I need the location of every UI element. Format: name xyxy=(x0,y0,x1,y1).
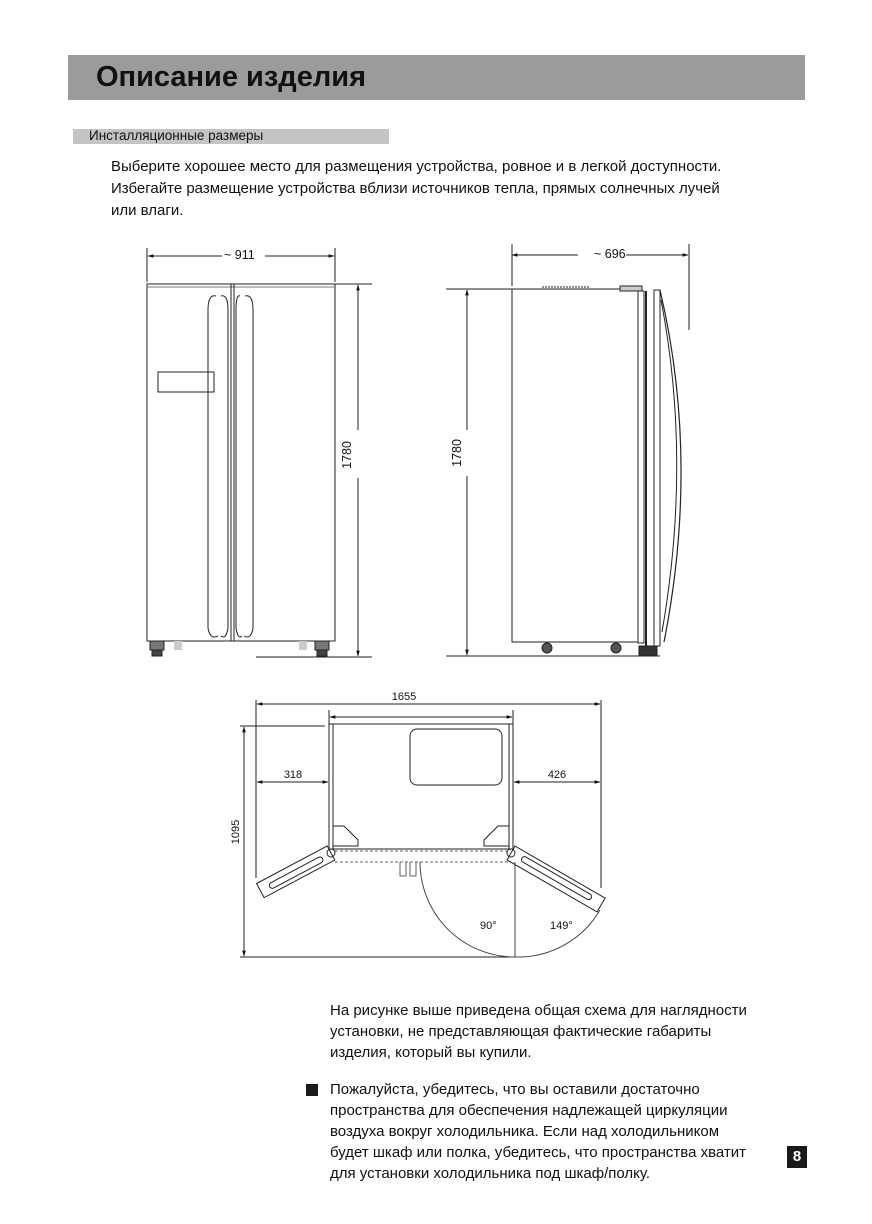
bullet-line: воздуха вокруг холодильника. Если над холодильником xyxy=(330,1123,720,1140)
top-right-clearance-label: 426 xyxy=(547,769,567,781)
note-line: изделия, который вы купили. xyxy=(330,1044,532,1061)
top-view xyxy=(240,700,605,957)
angle-left-label: 90° xyxy=(480,920,497,932)
front-width-label: ~ 911 xyxy=(224,248,255,262)
bullet-line: пространства для обеспечения надлежащей циркуляции xyxy=(330,1102,728,1119)
side-view xyxy=(446,244,689,656)
page-title: Описание изделия xyxy=(96,61,366,93)
top-left-clearance-label: 318 xyxy=(283,769,303,781)
note-line: установки, не представляющая фактические габариты xyxy=(330,1023,712,1040)
bullet-square-icon xyxy=(306,1084,318,1096)
front-view xyxy=(147,248,372,657)
bullet-line: Пожалуйста, убедитесь, что вы оставили достаточно xyxy=(330,1081,700,1098)
angle-right-label: 149° xyxy=(550,920,573,932)
bullet-line: для установки холодильника под шкаф/полку. xyxy=(330,1165,651,1182)
intro-line: Избегайте размещение устройства вблизи источников тепла, прямых солнечных лучей xyxy=(111,180,720,197)
front-height-label: 1780 xyxy=(340,441,354,469)
intro-line: или влаги. xyxy=(111,202,184,219)
top-total-width-label: 1655 xyxy=(391,691,417,703)
note-line: На рисунке выше приведена общая схема для наглядности xyxy=(330,1002,747,1019)
intro-line: Выберите хорошее место для размещения устройства, ровное и в легкой доступности. xyxy=(111,158,722,175)
section-header: Инсталляционные размеры xyxy=(89,128,264,143)
side-height-label: 1780 xyxy=(450,439,464,467)
side-depth-label: ~ 696 xyxy=(594,247,626,261)
top-depth-label: 1095 xyxy=(230,819,242,845)
bullet-line: будет шкаф или полка, убедитесь, что пространства хватит xyxy=(330,1144,747,1161)
ventilation-note xyxy=(330,1079,790,1184)
diagram-note xyxy=(330,1000,790,1063)
page-number: 8 xyxy=(787,1146,807,1168)
